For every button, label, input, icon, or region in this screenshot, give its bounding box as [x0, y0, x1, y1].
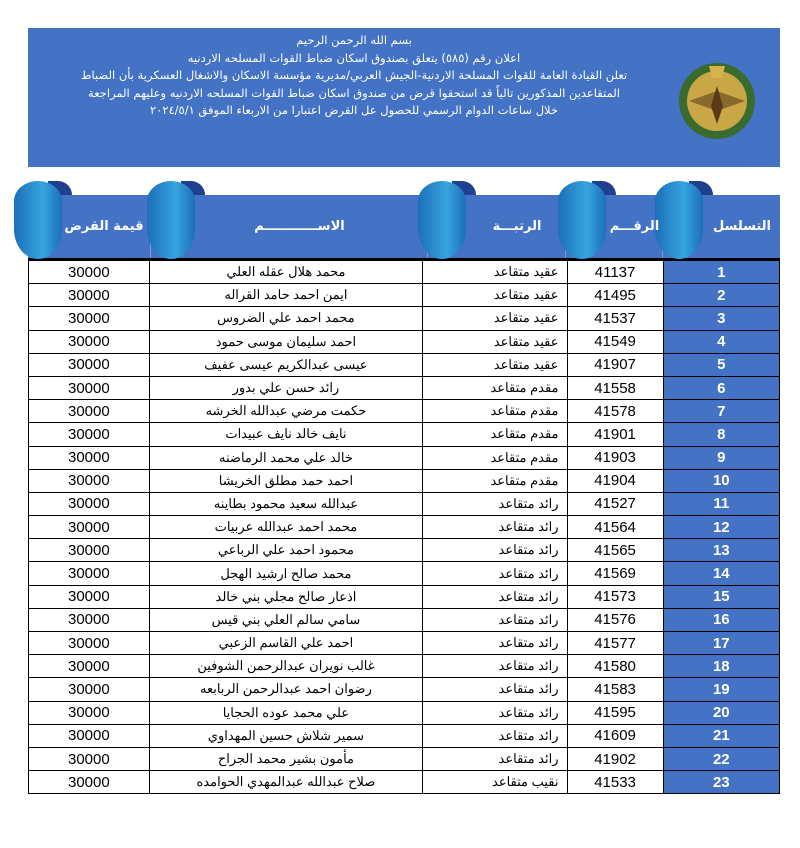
table-row: [29, 469, 780, 492]
serial-number-cell: 19: [663, 678, 779, 701]
officer-name-cell: ايمن احمد حامد القراله: [149, 284, 422, 307]
loan-amount-cell: 30000: [29, 446, 150, 469]
table-row: [29, 400, 780, 423]
loan-amount-cell: 30000: [29, 539, 150, 562]
serial-number-cell: 20: [663, 701, 779, 724]
loan-amount-cell: 30000: [29, 353, 150, 376]
rank-cell: رائد متقاعد: [423, 608, 567, 631]
rank-cell: عقيد متقاعد: [423, 330, 567, 353]
military-number-cell: 41495: [567, 284, 663, 307]
rank-cell: رائد متقاعد: [423, 655, 567, 678]
table-row: [29, 771, 780, 794]
rank-cell: رائد متقاعد: [423, 701, 567, 724]
military-number-cell: 41533: [567, 771, 663, 794]
table-row: [29, 307, 780, 330]
table-row: [29, 376, 780, 399]
officer-name-cell: سامي سالم العلي بني قيس: [149, 608, 422, 631]
announcement-header: [28, 28, 780, 167]
table-row: [29, 492, 780, 515]
loan-amount-cell: 30000: [29, 585, 150, 608]
officer-name-cell: مأمون بشير محمد الجراح: [149, 747, 422, 770]
serial-number-cell: 3: [663, 307, 779, 330]
officer-name-cell: احمد سليمان موسى حمود: [149, 330, 422, 353]
serial-number-cell: 18: [663, 655, 779, 678]
armed-forces-emblem-icon: [674, 56, 760, 142]
table-row: [29, 516, 780, 539]
loan-amount-cell: 30000: [29, 400, 150, 423]
serial-number-cell: 2: [663, 284, 779, 307]
officer-name-cell: احمد حمد مطلق الخريشا: [149, 469, 422, 492]
military-number-cell: 41595: [567, 701, 663, 724]
serial-number-cell: 4: [663, 330, 779, 353]
rank-cell: رائد متقاعد: [423, 632, 567, 655]
officer-name-cell: سمير شلاش حسين المهداوي: [149, 724, 422, 747]
rank-cell: رائد متقاعد: [423, 562, 567, 585]
serial-number-cell: 6: [663, 376, 779, 399]
column-header-number: الرقـــم: [565, 195, 663, 258]
military-number-cell: 41609: [567, 724, 663, 747]
officer-name-cell: حكمت مرضي عبدالله الخرشه: [149, 400, 422, 423]
rank-cell: عقيد متقاعد: [423, 353, 567, 376]
rank-cell: رائد متقاعد: [423, 724, 567, 747]
table-row: [29, 284, 780, 307]
military-number-cell: 41537: [567, 307, 663, 330]
military-number-cell: 41137: [567, 261, 663, 284]
rank-cell: عقيد متقاعد: [423, 261, 567, 284]
military-number-cell: 41902: [567, 747, 663, 770]
serial-number-cell: 16: [663, 608, 779, 631]
serial-number-cell: 15: [663, 585, 779, 608]
rank-cell: مقدم متقاعد: [423, 469, 567, 492]
officer-name-cell: محمد هلال عقله العلي: [149, 261, 422, 284]
loan-amount-cell: 30000: [29, 423, 150, 446]
officer-name-cell: صلاح عبدالله عبدالمهدي الحوامده: [149, 771, 422, 794]
military-number-cell: 41577: [567, 632, 663, 655]
officer-name-cell: محمد صالح ارشيد الهجل: [149, 562, 422, 585]
table-row: [29, 655, 780, 678]
header-text: [38, 32, 670, 120]
military-number-cell: 41576: [567, 608, 663, 631]
serial-number-cell: 7: [663, 400, 779, 423]
serial-number-cell: 10: [663, 469, 779, 492]
officer-name-cell: محمد احمد علي الضروس: [149, 307, 422, 330]
military-number-cell: 41564: [567, 516, 663, 539]
officer-name-cell: نايف خالد نايف عبيدات: [149, 423, 422, 446]
serial-number-cell: 13: [663, 539, 779, 562]
rank-cell: رائد متقاعد: [423, 585, 567, 608]
military-number-cell: 41907: [567, 353, 663, 376]
loan-amount-cell: 30000: [29, 632, 150, 655]
officer-name-cell: محمد احمد عبدالله عربيات: [149, 516, 422, 539]
officer-name-cell: عبدالله سعيد محمود بطاينه: [149, 492, 422, 515]
military-number-cell: 41904: [567, 469, 663, 492]
column-header-rank: الرتبـــة: [427, 195, 566, 258]
officers-table: [28, 260, 780, 794]
military-number-cell: 41901: [567, 423, 663, 446]
table-row: [29, 585, 780, 608]
table-row: [29, 539, 780, 562]
column-header-serial: التسلسل: [662, 195, 781, 258]
basmala: بسم الله الرحمن الرحيم: [296, 33, 412, 47]
table-row: [29, 724, 780, 747]
loan-amount-cell: 30000: [29, 701, 150, 724]
officer-name-cell: عيسى عبدالكريم عيسى عفيف: [149, 353, 422, 376]
loan-amount-cell: 30000: [29, 516, 150, 539]
rank-cell: عقيد متقاعد: [423, 284, 567, 307]
loan-amount-cell: 30000: [29, 492, 150, 515]
loan-amount-cell: 30000: [29, 655, 150, 678]
announcement-title: اعلان رقم (٥٨٥) يتعلق بصندوق اسكان ضباط القوات المسلحه الاردنيه: [187, 50, 521, 65]
table-header: [28, 195, 780, 261]
officer-name-cell: احمد علي القاسم الزعبي: [149, 632, 422, 655]
loan-amount-cell: 30000: [29, 376, 150, 399]
table-row: [29, 678, 780, 701]
serial-number-cell: 1: [663, 261, 779, 284]
announcement-line: المتقاعدين المذكورين تالياً قد استحقوا قرض من صندوق اسكان ضباط القوات المسلحه الاردنيه وعليهم المراجعة: [88, 85, 620, 100]
serial-number-cell: 11: [663, 492, 779, 515]
rank-cell: مقدم متقاعد: [423, 423, 567, 446]
military-number-cell: 41580: [567, 655, 663, 678]
serial-number-cell: 5: [663, 353, 779, 376]
table-row: [29, 330, 780, 353]
military-number-cell: 41569: [567, 562, 663, 585]
rank-cell: مقدم متقاعد: [423, 376, 567, 399]
rank-cell: رائد متقاعد: [423, 539, 567, 562]
table-row: [29, 446, 780, 469]
rank-cell: رائد متقاعد: [423, 678, 567, 701]
rank-cell: رائد متقاعد: [423, 516, 567, 539]
military-number-cell: 41565: [567, 539, 663, 562]
rank-cell: رائد متقاعد: [423, 492, 567, 515]
loan-amount-cell: 30000: [29, 724, 150, 747]
table-row: [29, 747, 780, 770]
military-number-cell: 41583: [567, 678, 663, 701]
table-row: [29, 423, 780, 446]
rank-cell: رائد متقاعد: [423, 747, 567, 770]
loan-amount-cell: 30000: [29, 678, 150, 701]
officer-name-cell: رائد حسن علي بدور: [149, 376, 422, 399]
officer-name-cell: رضوان احمد عبدالرحمن الربابعه: [149, 678, 422, 701]
serial-number-cell: 9: [663, 446, 779, 469]
loan-amount-cell: 30000: [29, 747, 150, 770]
loan-amount-cell: 30000: [29, 562, 150, 585]
column-header-name: الاســــــــــــم: [150, 195, 428, 258]
table-row: [29, 261, 780, 284]
loan-amount-cell: 30000: [29, 284, 150, 307]
loan-amount-cell: 30000: [29, 469, 150, 492]
serial-number-cell: 22: [663, 747, 779, 770]
officer-name-cell: خالد علي محمد الرماضنه: [149, 446, 422, 469]
table-row: [29, 701, 780, 724]
serial-number-cell: 14: [663, 562, 779, 585]
military-number-cell: 41549: [567, 330, 663, 353]
table-row: [29, 562, 780, 585]
officer-name-cell: محمود احمد علي الرباعي: [149, 539, 422, 562]
loan-amount-cell: 30000: [29, 330, 150, 353]
announcement-line: تعلن القيادة العامة للقوات المسلحة الاردنية-الجيش العربي/مديرية مؤسسة الاسكان والاشغال العسكرية بأن الضباط: [80, 68, 628, 82]
table-row: [29, 608, 780, 631]
table-row: [29, 353, 780, 376]
announcement-line: خلال ساعات الدوام الرسمي للحصول عل القرض اعتبارا من الاربعاء الموفق ٢٠٢٤/٥/١: [149, 103, 559, 117]
military-number-cell: 41558: [567, 376, 663, 399]
loan-amount-cell: 30000: [29, 307, 150, 330]
serial-number-cell: 12: [663, 516, 779, 539]
loan-amount-cell: 30000: [29, 771, 150, 794]
officer-name-cell: علي محمد عوده الحجايا: [149, 701, 422, 724]
officer-name-cell: اذعار صالح مجلي بني خالد: [149, 585, 422, 608]
military-number-cell: 41527: [567, 492, 663, 515]
table-row: [29, 632, 780, 655]
rank-cell: نقيب متقاعد: [423, 771, 567, 794]
loan-amount-cell: 30000: [29, 261, 150, 284]
rank-cell: مقدم متقاعد: [423, 400, 567, 423]
column-header-amount: قيمة القرض: [28, 195, 150, 258]
loan-amount-cell: 30000: [29, 608, 150, 631]
officer-name-cell: غالب نويران عبدالرحمن الشوفين: [149, 655, 422, 678]
serial-number-cell: 8: [663, 423, 779, 446]
military-number-cell: 41573: [567, 585, 663, 608]
serial-number-cell: 17: [663, 632, 779, 655]
military-number-cell: 41578: [567, 400, 663, 423]
rank-cell: عقيد متقاعد: [423, 307, 567, 330]
rank-cell: مقدم متقاعد: [423, 446, 567, 469]
serial-number-cell: 23: [663, 771, 779, 794]
military-number-cell: 41903: [567, 446, 663, 469]
serial-number-cell: 21: [663, 724, 779, 747]
